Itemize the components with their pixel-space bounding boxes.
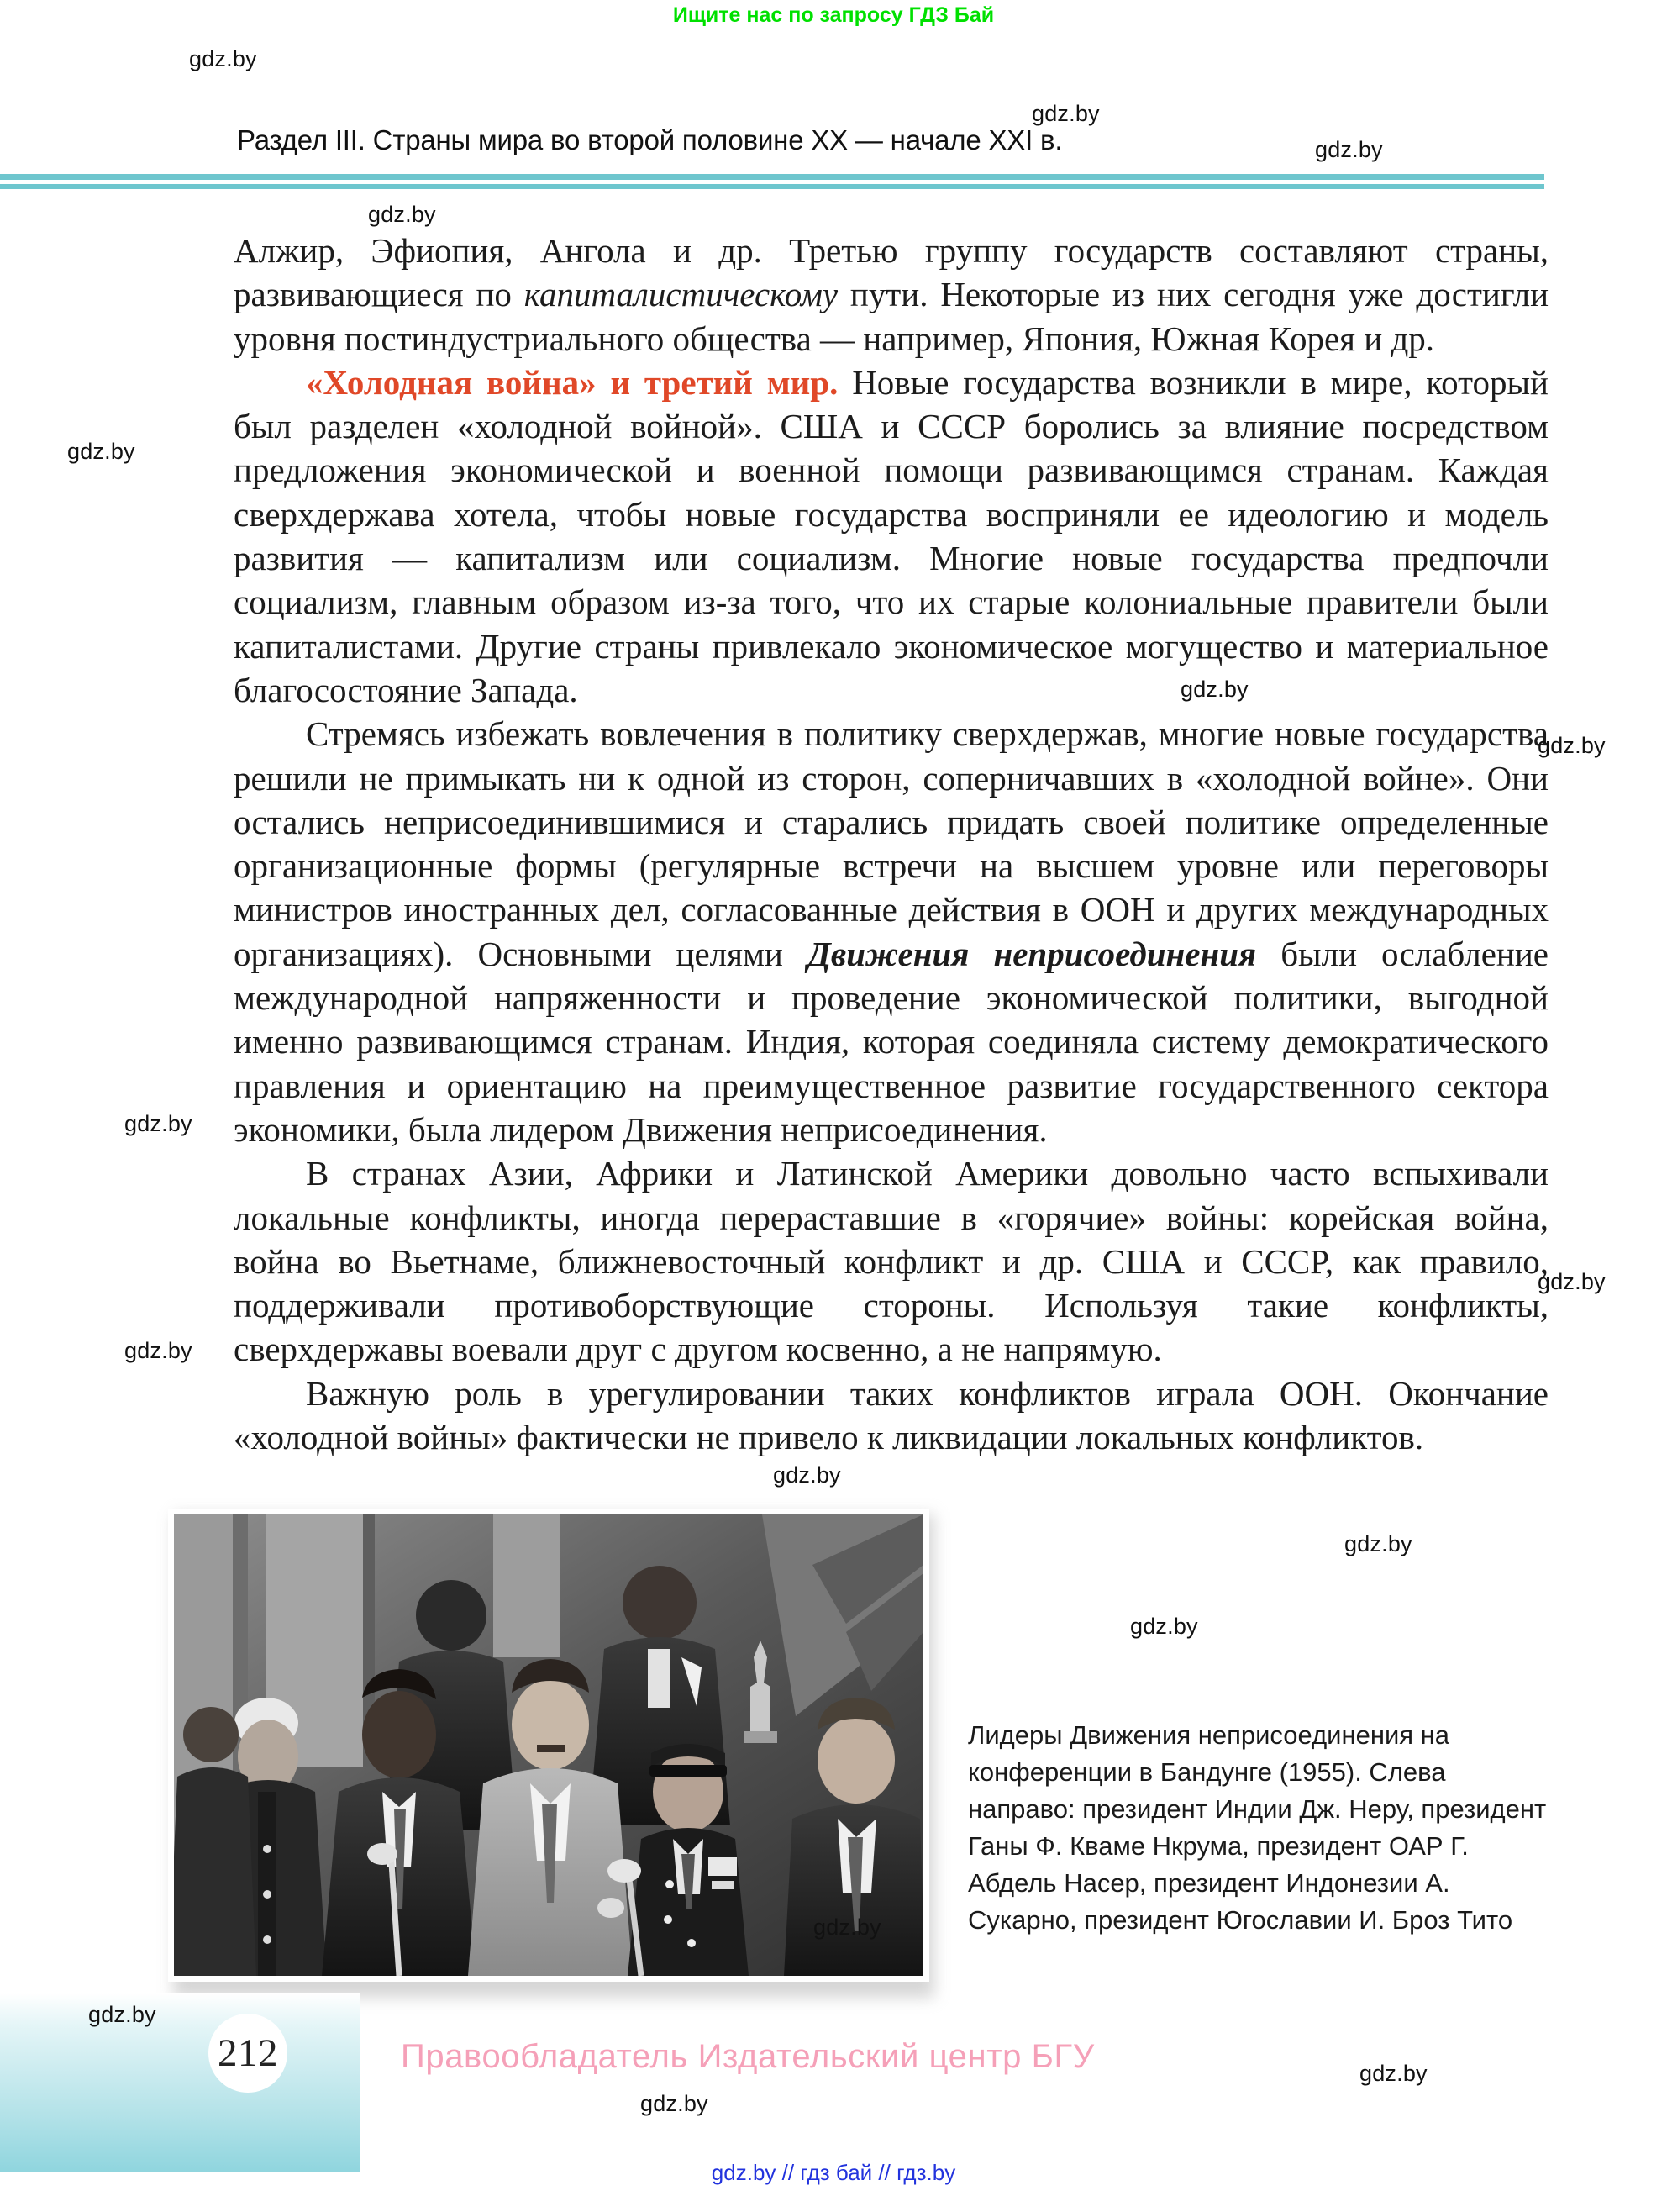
paragraph-2-text: Новые государства возникли в мире, который был разделен «холодной войной». США и СССР боролись за влияние посредством предложения экономической и военной помощи развивающимся странам. Каждая сверхдержава хотела, чтобы новые государства восприняли ее идеологию и модель развития — капитализм или социализм. Многие новые государства предпочли социализм, главным образом из-за того, что их старые колониальные правители были капиталистами. Другие страны привлекало экономическое могущество и материальное благосостояние Запада. [234,362,1549,709]
copyright-notice: Правообладатель Издательский центр БГУ [401,2038,1095,2075]
promo-banner: Ищите нас по запросу ГДЗ Бай [672,3,995,27]
header-rule-top [0,174,1544,180]
watermark: gdz.by [813,1914,881,1940]
watermark: gdz.by [1032,101,1100,126]
section-heading-cold-war: «Холодная война» и третий мир. [306,362,839,402]
watermark: gdz.by [124,1338,192,1363]
term-nonaligned-movement: Движения неприсоединения [807,934,1257,973]
figure-caption: Лидеры Движения неприсоединения на конференции в Бандунге (1955). Слева направо: президент Индии Дж. Неру, президент Ганы Ф. Кваме Нкрума, президент ОАР Г. Абдель Насер, президент Индонезии А. Сукарно, президент Югославии И. Броз Тито [968,1720,1547,1935]
watermark: gdz.by [1538,1269,1606,1294]
watermark: gdz.by [1315,137,1383,162]
page-corner-decoration [0,1993,360,2172]
page-number: 212 [218,2031,278,2075]
paragraph-4: В странах Азии, Африки и Латинской Америки довольно часто вспыхивали локальные конфликты, иногда перераставшие в «горячие» войны: корейская война, война во Вьетнаме, ближневосточный конфликт и др. США и СССР, как правило, поддерживали противоборствующие стороны. Используя такие конфликты, сверхдержавы воевали друг с другом косвенно, а не напрямую. [234,1154,1549,1369]
watermark: gdz.by [773,1462,841,1488]
watermark: gdz.by [1359,2061,1428,2086]
paragraph-5: Важную роль в урегулировании таких конфликтов играла ООН. Окончание «холодной войны» фактически не привело к ликвидации локальных конфликтов. [234,1373,1549,1457]
header-rule-bottom [0,184,1544,189]
header-rule [0,174,1544,189]
paragraph-1-part-b: пути. Некоторые из них сегодня уже достигли уровня постиндустриального общества — например, Япония, Южная Корея и др. [234,275,1549,358]
photo-illustration [174,1514,923,1976]
watermark: gdz.by [1538,733,1606,758]
page-number-bubble [208,2014,287,2093]
watermark: gdz.by [1181,677,1249,702]
paragraph-3-part-b: были ослабление международной напряженности и проведение экономической политики, выгодной именно развивающимся странам. Индия, которая соединяла систему демократического правления и ориентацию на преимущественное развитие государственного сектора экономики, была лидером Движения неприсоединения. [234,934,1549,1149]
watermark: gdz.by [368,202,436,227]
watermark: gdz.by [67,439,135,464]
watermark: gdz.by [1344,1531,1412,1556]
paragraph-1 [234,229,1549,361]
watermark: gdz.by [88,2002,156,2027]
photo-bandung-conference [168,1509,929,1982]
bottom-site-link: gdz.by // гдз бай // гдз.by [711,2160,956,2185]
watermark: gdz.by [189,46,257,71]
paragraph-1-italic: капиталистическому [523,275,839,314]
paragraph-3-part-a: Стремясь избежать вовлечения в политику сверхдержав, многие новые государства решили не примыкать ни к одной из сторон, соперничавших в «холодной войне». Они остались неприсоединившимися и старались придать своей политике определенные организационные формы (регулярные встречи на высшем уровне или переговоры министров иностранных дел, согласованные действия в ООН и других международных организациях). Основными целями [234,714,1549,973]
paragraph-2 [234,361,1549,712]
running-head: Раздел III. Страны мира во второй половине XX — начале XXI в. [237,124,1063,155]
text-column [234,229,1549,1459]
watermark: gdz.by [1130,1614,1198,1639]
watermark: gdz.by [124,1111,192,1136]
paragraph-3 [234,712,1549,1151]
watermark: gdz.by [640,2091,708,2116]
paragraph-1-part-a: Алжир, Эфиопия, Ангола и др. Третью группу государств составляют страны, развивающиеся по [234,231,1549,314]
